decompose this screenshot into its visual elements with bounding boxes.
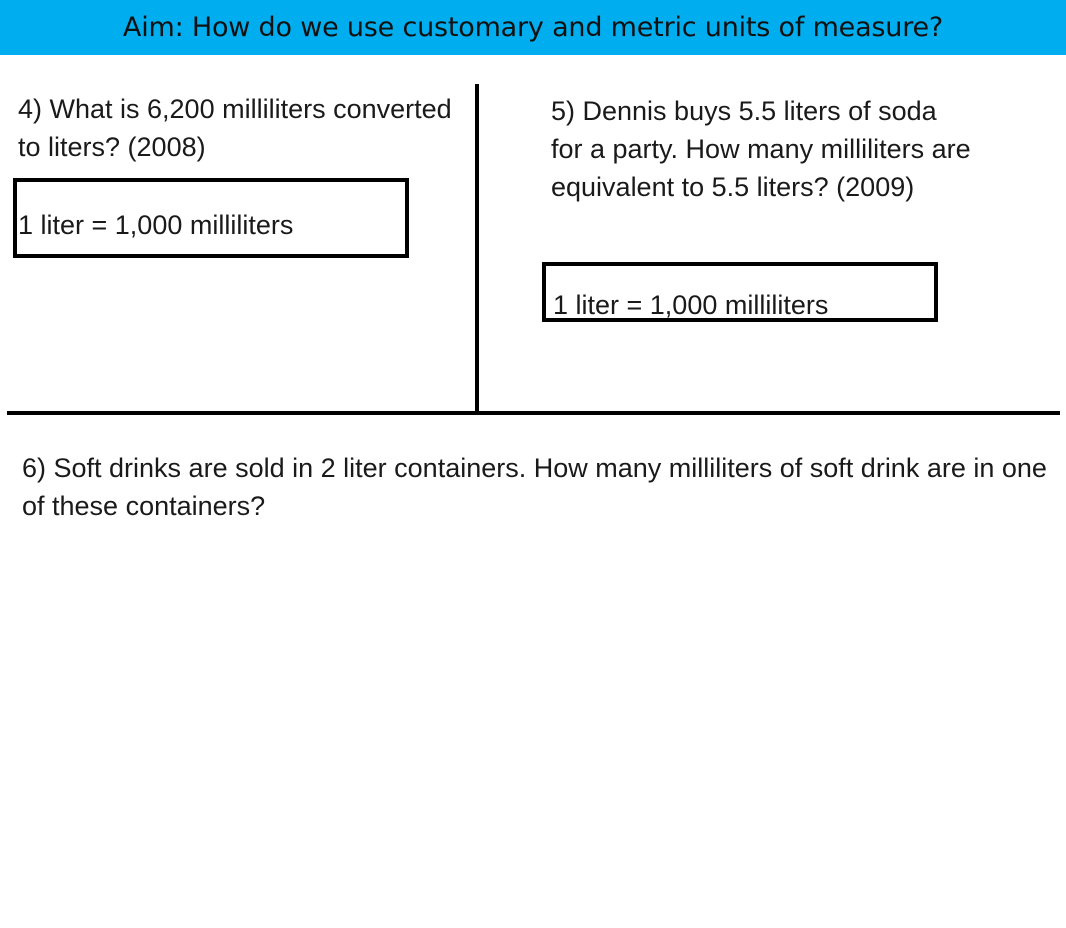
- conversion-box-q4: [13, 178, 409, 258]
- page-title: Aim: How do we use customary and metric units of measure?: [122, 12, 944, 43]
- conversion-box-q5: [542, 262, 938, 322]
- question-6: 6) Soft drinks are sold in 2 liter containers. How many milliliters of soft drink are in one of these containers?: [22, 453, 1047, 521]
- question-5: 5) Dennis buys 5.5 liters of soda for a party. How many milliliters are equivalent to 5.5 liters? (2009): [551, 96, 971, 202]
- title-bar: [0, 0, 1066, 55]
- question-4: 4) What is 6,200 milliliters converted to liters? (2008): [18, 94, 452, 162]
- conversion-hint-q5: 1 liter = 1,000 milliliters: [553, 290, 829, 320]
- conversion-hint-q4: 1 liter = 1,000 milliliters: [18, 210, 294, 240]
- vertical-divider: [475, 84, 479, 414]
- horizontal-divider: [7, 411, 1060, 415]
